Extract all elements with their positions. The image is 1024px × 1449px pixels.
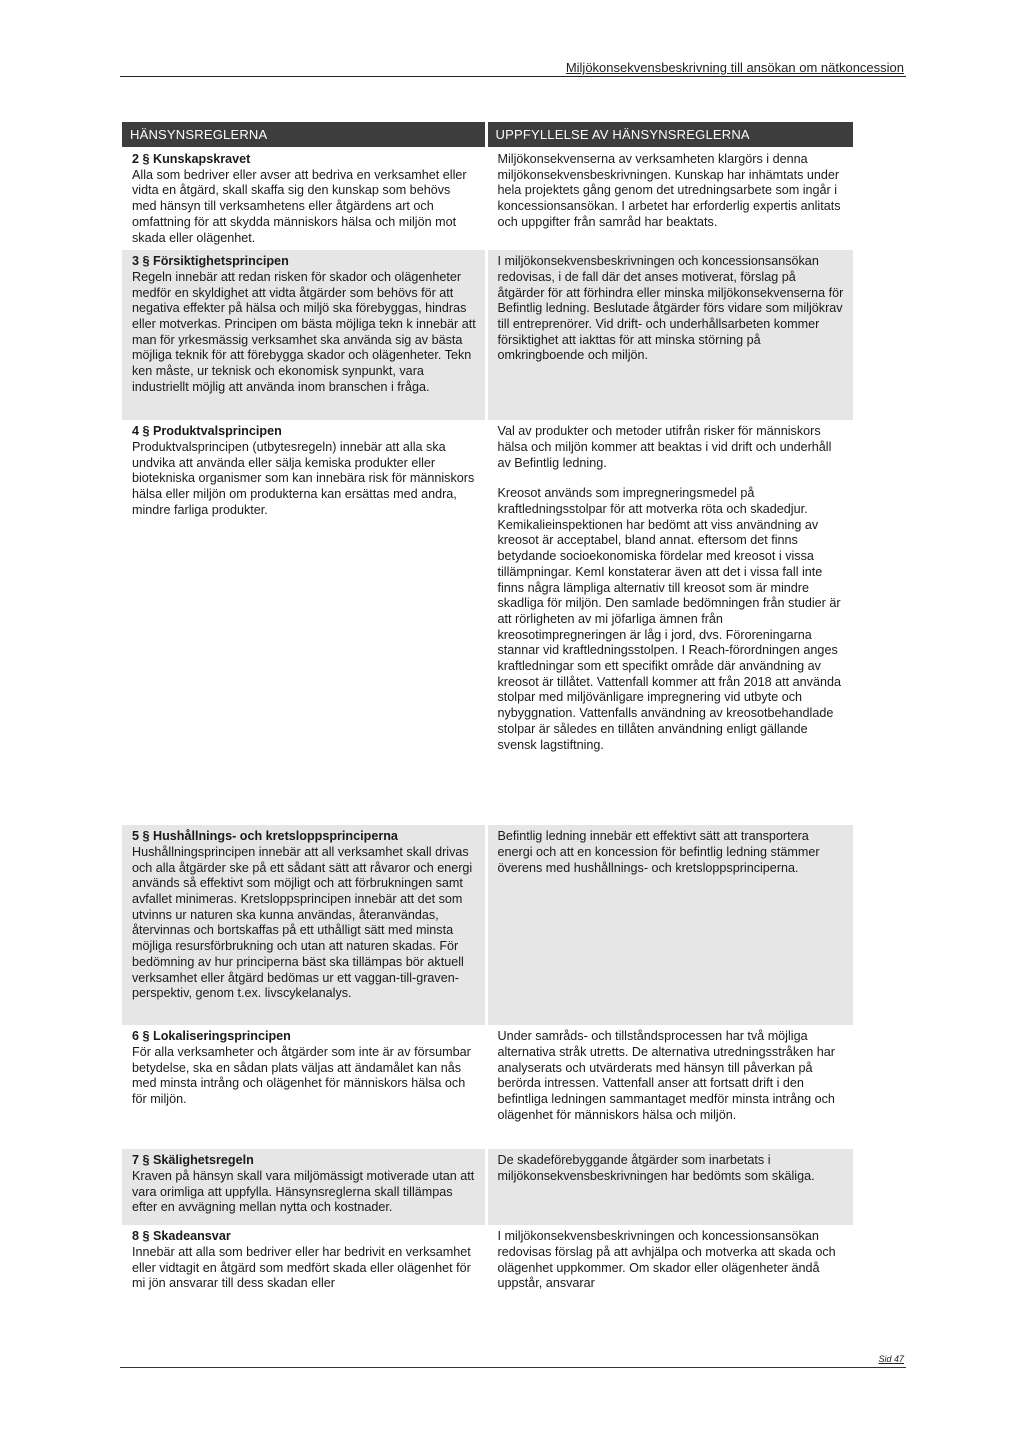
fulfilment-cell (486, 1149, 853, 1225)
table-row (122, 1149, 853, 1225)
rule-text: Kraven på hänsyn skall vara miljömässigt motiverade utan att vara orimliga att uppfylla. Hänsynsreglerna skall tillämpas efter en avvägning mellan nytta och kostnader. (132, 1168, 475, 1215)
rule-title: 8 § Skadeansvar (132, 1229, 231, 1244)
rule-cell (122, 250, 486, 420)
column-header-rules: HÄNSYNSREGLERNA (122, 122, 486, 147)
table-row (122, 250, 853, 420)
fulfilment-text: Miljökonsekvenserna av verksamheten klargörs i denna miljökonsekvensbeskrivningen. Kunskap har inhämtats under hela projektets gång genom det utredningsarbete som ingår i koncessionsansökan. I arbetet har erforderlig expertis anlitats och uppgifter från samråd har beaktats. (497, 152, 841, 229)
rule-title: 3 § Försiktighetsprincipen (132, 254, 289, 269)
rule-text: Regeln innebär att redan risken för skador och olägenheter medför en skyldighet att vidta åtgärder som behövs för att negativa effekter på hälsa och miljö ska förebyggas, hindras eller motverkas. Principen om bästa möjliga tekn k innebär att man för yrkesmässig verksamhet ska använda sig av bästa möjliga teknik för att förebygga skador och olägenheter. Tekn ken måste, ur teknisk och ekonomisk synpunkt, vara industriellt möjlig att använda inom branschen i fråga. (132, 269, 476, 394)
page-footer (120, 1354, 906, 1369)
fulfilment-text: I miljökonsekvensbeskrivningen och koncessionsansökan redovisas förslag på att avhjälpa och motverka att skada och olägenhet uppkommer. Om skador eller olägenheter ändå uppstår, ansvarar (497, 1229, 836, 1291)
table-row (122, 1025, 853, 1149)
fulfilment-text-2: Kreosot används som impregneringsmedel på kraftledningsstolpar för att motverka röta och skadedjur. Kemikalieinspektionen har bedömt att viss användning av kreosot är acceptabel, bland annat. eftersom det finns betydande socioekonomiska fördelar med kreosot i vissa tillämpningar. KemI konstaterar även att det i vissa fall inte finns några lämpliga alternativ till kreosot som är mindre skadliga för miljön. Den samlade bedömningen från studier är att rörligheten av mi jöfarliga ämnen från kreosotimpregneringen är låg i jord, dvs. Föroreningarna stannar vid kraftledningsstolpen. I Reach-förordningen anges kraftledningar som ett specifikt område där användning av kreosot är tillåtet. Vattenfall kommer att från 2018 att använda stolpar med miljövänligare impregnering vid utbyte och nybyggnation. Vattenfalls användning av kreosotbehandlade stolpar är således en tillåten användning enligt gällande svensk lagstiftning. (497, 486, 841, 752)
fulfilment-text: De skadeförebyggande åtgärder som inarbetats i miljökonsekvensbeskrivningen har bedömts som skäliga. (497, 1153, 815, 1183)
rule-cell (122, 1025, 486, 1149)
fulfilment-cell (486, 420, 853, 825)
column-header-fulfilment: UPPFYLLELSE AV HÄNSYNSREGLERNA (486, 122, 853, 147)
rule-cell (122, 148, 486, 250)
rule-title: 6 § Lokaliseringsprincipen (132, 1029, 291, 1044)
fulfilment-cell (486, 1225, 853, 1301)
page-number: Sid 47 (878, 1354, 904, 1364)
fulfilment-cell (486, 148, 853, 250)
rule-title: 4 § Produktvalsprincipen (132, 424, 282, 439)
table-row (122, 148, 853, 250)
rule-cell (122, 825, 486, 1025)
rule-text: Innebär att alla som bedriver eller har bedrivit en verksamhet eller vidtagit en åtgärd som medfört skada eller olägenhet för mi jön ansvarar till dess skadan eller (132, 1244, 471, 1291)
table-row (122, 825, 853, 1025)
rule-text: Produktvalsprincipen (utbytesregeln) innebär att alla ska undvika att använda eller sälja kemiska produkter eller biotekniska organismer som kan innebära risk för människors hälsa eller miljön om produkterna kan ersättas med andra, mindre farliga produkter. (132, 439, 475, 517)
fulfilment-cell (486, 1025, 853, 1149)
fulfilment-cell (486, 825, 853, 1025)
rule-cell (122, 1149, 486, 1225)
table-header-row (122, 122, 853, 147)
rules-table (122, 122, 853, 1301)
fulfilment-text: I miljökonsekvensbeskrivningen och koncessionsansökan redovisas, i de fall där det anses motiverat, förslag på åtgärder för att förhindra eller minska miljökonsekvenserna för Befintlig ledning. Beslutade åtgärder förs vidare som miljökrav till entreprenörer. Vid drift- och underhållsarbeten kommer försiktighet att iakttas för att minska störning på omkringboende och miljön. (497, 254, 844, 363)
rule-text: För alla verksamheter och åtgärder som inte är av försumbar betydelse, ska en sådan plats väljas att ändamålet kan nås med minsta intrång och olägenhet för människors hälsa och för miljön. (132, 1044, 471, 1107)
rule-text: Hushållningsprincipen innebär att all verksamhet skall drivas och alla åtgärder ske på ett sådant sätt att råvaror och energi används så effektivt som möjligt och att förbrukningen samt avfallet minimeras. Kretsloppsprincipen innebär att det som utvinns ur naturen ska kunna användas, återanvändas, återvinnas och bortskaffas på ett uthålligt sätt med minsta möjliga resursförbrukning och utan att naturen skadas. För bedömning av hur principerna bäst ska tillämpas bör aktuell verksamhet eller åtgärd bedömas ur ett vaggan-till-graven-perspektiv, genom t.ex. livscykelanalys. (132, 844, 473, 1001)
page-header (120, 60, 906, 77)
rule-title: 7 § Skälighetsregeln (132, 1153, 254, 1168)
rule-cell (122, 1225, 486, 1301)
fulfilment-text: Befintlig ledning innebär ett effektivt sätt att transportera energi och att en koncession för befintlig ledning stämmer överens med hushållnings- och kretsloppsprinciperna. (497, 829, 820, 875)
rule-text: Alla som bedriver eller avser att bedriva en verksamhet eller vidta en åtgärd, skall skaffa sig den kunskap som behövs med hänsyn till verksamhetens eller åtgärdens art och omfattning för att skydda människors hälsa och miljön mot skada eller olägenhet. (132, 167, 467, 245)
table-row (122, 420, 853, 825)
rule-title: 5 § Hushållnings- och kretsloppsprinciperna (132, 829, 398, 844)
rule-title: 2 § Kunskapskravet (132, 152, 251, 166)
table-row (122, 1225, 853, 1301)
fulfilment-cell (486, 250, 853, 420)
fulfilment-text: Under samråds- och tillståndsprocessen har två möjliga alternativa stråk utretts. De alternativa utredningsstråken har analyserats och utvärderats med hänsyn till påverkan på berörda intressen. Vattenfall anser att fortsatt drift i den befintliga ledningen sammantaget medför minsta intrång och olägenhet för människors hälsa och miljön. (497, 1029, 835, 1122)
document-title: Miljökonsekvensbeskrivning till ansökan om nätkoncession (565, 60, 904, 75)
rule-cell (122, 420, 486, 825)
fulfilment-text: Val av produkter och metoder utifrån risker för människors hälsa och miljön kommer att beaktas i vid drift och underhåll av Befintlig ledning. (497, 424, 832, 470)
